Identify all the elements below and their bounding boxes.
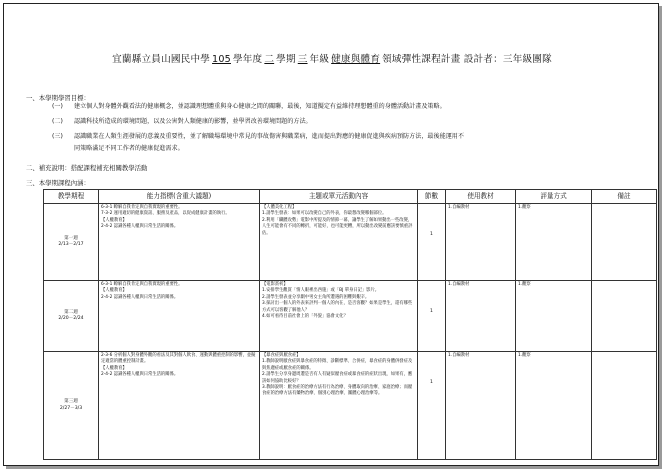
subject: 健康與體育 xyxy=(331,54,381,65)
page-title xyxy=(4,51,660,65)
school-name: 宜蘭縣立員山國民中學 xyxy=(112,54,211,65)
indicator-line: 2-4-2 認識各種人權與日常生活的關係。 xyxy=(101,372,179,378)
objective-3-continued xyxy=(74,144,664,153)
section-heading-notes: 二、補充說明：搭配課程補充相關教學活動 xyxy=(26,164,148,172)
week-cell xyxy=(44,281,99,352)
designer: 三年級團隊 xyxy=(502,54,552,65)
content-cell xyxy=(260,352,418,460)
week-label: 第二週 xyxy=(64,309,78,315)
material-cell: 1.自編教材 xyxy=(446,352,516,460)
grade: 三 xyxy=(297,54,308,65)
week-dates: 2/13－2/17 xyxy=(58,242,84,247)
objective-text: 認識科技所造成的環境問題，以及公害對人類健康的影響，並學習改善環境問題的方法。 xyxy=(74,118,312,125)
course-plan-table xyxy=(43,189,657,460)
assessment-cell: 1.觀察 xyxy=(516,352,592,460)
content-line: 【人體美化工程】 xyxy=(262,205,297,210)
grade-suffix: 年級 xyxy=(309,54,330,65)
academic-year: 105 xyxy=(212,54,231,65)
indicator-line: 【人權教育】 xyxy=(101,217,127,223)
content-line: 【電影賞析】 xyxy=(262,282,288,287)
objective-number: (二) xyxy=(52,118,63,125)
content-line: 4.如可看待目前社會上的「外貌」協會文化？ xyxy=(262,314,348,320)
designer-label: 設計者： xyxy=(463,54,503,65)
content-line: 1.安排學生觀賞「情人眼裡出西施」或「BJ 單身日記」影片。 xyxy=(262,288,380,294)
content-line: 3.教師說明：厭食症的治療方法有行為治療、身體取向的治療、家庭治療；而厭食症的治療方法有藥物治療、個別心理治療、團體心理治療等。 xyxy=(262,385,413,397)
hours-cell: 1 xyxy=(418,352,446,460)
indicator-line: 6-3-1 瞭解自我肯定與自我實現的重要性。 xyxy=(101,205,183,210)
objective-number: (三) xyxy=(52,133,63,140)
hours-cell: 1 xyxy=(418,204,446,281)
week-cell xyxy=(44,204,99,281)
plan-name: 領域彈性課程計畫 xyxy=(382,54,461,65)
indicator-line: 2-4-2 認識各種人權與日常生活的關係。 xyxy=(101,294,179,300)
content-cell xyxy=(260,204,418,281)
year-suffix: 學年度 xyxy=(232,54,263,65)
note-cell xyxy=(592,281,657,352)
table-row xyxy=(44,281,657,352)
note-cell xyxy=(592,352,657,460)
assessment-cell: 1.觀察 xyxy=(516,281,592,352)
indicator-line: 7-3-2 運用適切的健康資訊、服務及產品，以促成健康計畫的執行。 xyxy=(101,211,230,217)
week-label: 第一週 xyxy=(64,235,78,241)
content-line: 【暴食症與厭食症】 xyxy=(262,353,301,358)
objective-2 xyxy=(52,117,652,126)
week-dates: 2/20－2/24 xyxy=(58,316,84,321)
content-cell xyxy=(260,281,418,352)
objective-text: 建立個人對身體外觀看法的健康概念，並認識理想體重與身心健康之間的關聯，最後，知道擬定有益維持理想體重的身體活動計畫及策略。 xyxy=(74,103,446,110)
objective-1 xyxy=(52,102,652,111)
table-header-row xyxy=(44,190,657,204)
column-header: 教學期程 xyxy=(44,190,99,204)
column-header: 主題或單元活動內容 xyxy=(260,190,418,204)
column-header: 使用教材 xyxy=(446,190,516,204)
semester-suffix: 學期 xyxy=(276,54,296,65)
content-line: 3.探討出一個人的外表來評判一個人的內在，是否客觀？如果是學生，還有哪些方式可以客觀了解他人？ xyxy=(262,301,413,313)
objective-number: (一) xyxy=(52,103,63,110)
material-cell: 1.自編教材 xyxy=(446,204,516,281)
content-line: 2.利用「纖體攻勢」電影中所提及的情節一幕，讓學生了解如果動出一些改變，人生可能會有不同的轉折，可能好，也可能更糟，所以動出改變前應該要慎重評估。 xyxy=(262,217,413,236)
semester: 二 xyxy=(264,54,275,65)
indicator-line: 2-3-6 分析個人對身體外觀的看法及其對個人飲食、運動與體重控制的影響，並擬定適當的體重控制計畫。 xyxy=(101,353,256,365)
material-cell: 1.自編教材 xyxy=(446,281,516,352)
column-header: 能力指標(含重大議題) xyxy=(99,190,260,204)
content-line: 1.請學生發表：如果可以改變自己的外表，你最想改變哪個部位。 xyxy=(262,211,387,217)
table-row xyxy=(44,352,657,460)
section-heading-goals: 一、本學期學習目標： xyxy=(26,94,90,102)
content-line: 1.教師說明厭食症與暴食症的特徵、診斷標準、合併症，暴食症的身體併發症及與焦慮症或厭食症的關係。 xyxy=(262,359,413,371)
table-row xyxy=(44,204,657,281)
indicator-cell xyxy=(99,281,260,352)
content-line: 2.請學生發表並分享劇中男女主角所遭遇的困難與艱辛。 xyxy=(262,294,370,300)
note-cell xyxy=(592,204,657,281)
week-cell xyxy=(44,352,99,460)
objective-text: 同策略滿足不同工作者的健康促進需求。 xyxy=(74,145,184,152)
objective-3 xyxy=(52,132,662,141)
hours-cell: 1 xyxy=(418,281,446,352)
indicator-line: 2-4-2 認識各種人權與日常生活的關係。 xyxy=(101,224,179,230)
indicator-line: 6-3-1 瞭解自我肯定與自我實現的重要性。 xyxy=(101,282,183,287)
indicator-cell xyxy=(99,352,260,460)
column-header: 評量方式 xyxy=(516,190,592,204)
indicator-line: 【人權教育】 xyxy=(101,365,127,371)
column-header: 節數 xyxy=(418,190,446,204)
content-line: 2.請學生分享身邊周遭是否有人有疑似厭食症或暴食症的症狀出現，如果有，應該如何協助比較好？ xyxy=(262,372,413,384)
week-dates: 2/27－3/3 xyxy=(59,405,83,411)
objective-text: 認識職業在人類生涯發展的意義及重要性，並了解職場環境中常見的事故傷害與職業病，進而提出對應的健康促進與疾病預防方法，最後能運用不 xyxy=(74,133,464,140)
column-header: 備註 xyxy=(592,190,657,204)
indicator-line: 【人權教育】 xyxy=(101,288,127,294)
week-label: 第三週 xyxy=(64,399,78,405)
document-page xyxy=(3,3,659,466)
section-heading-content: 三、本學期課程內涵： xyxy=(26,179,90,187)
assessment-cell: 1.觀察 xyxy=(516,204,592,281)
indicator-cell xyxy=(99,204,260,281)
